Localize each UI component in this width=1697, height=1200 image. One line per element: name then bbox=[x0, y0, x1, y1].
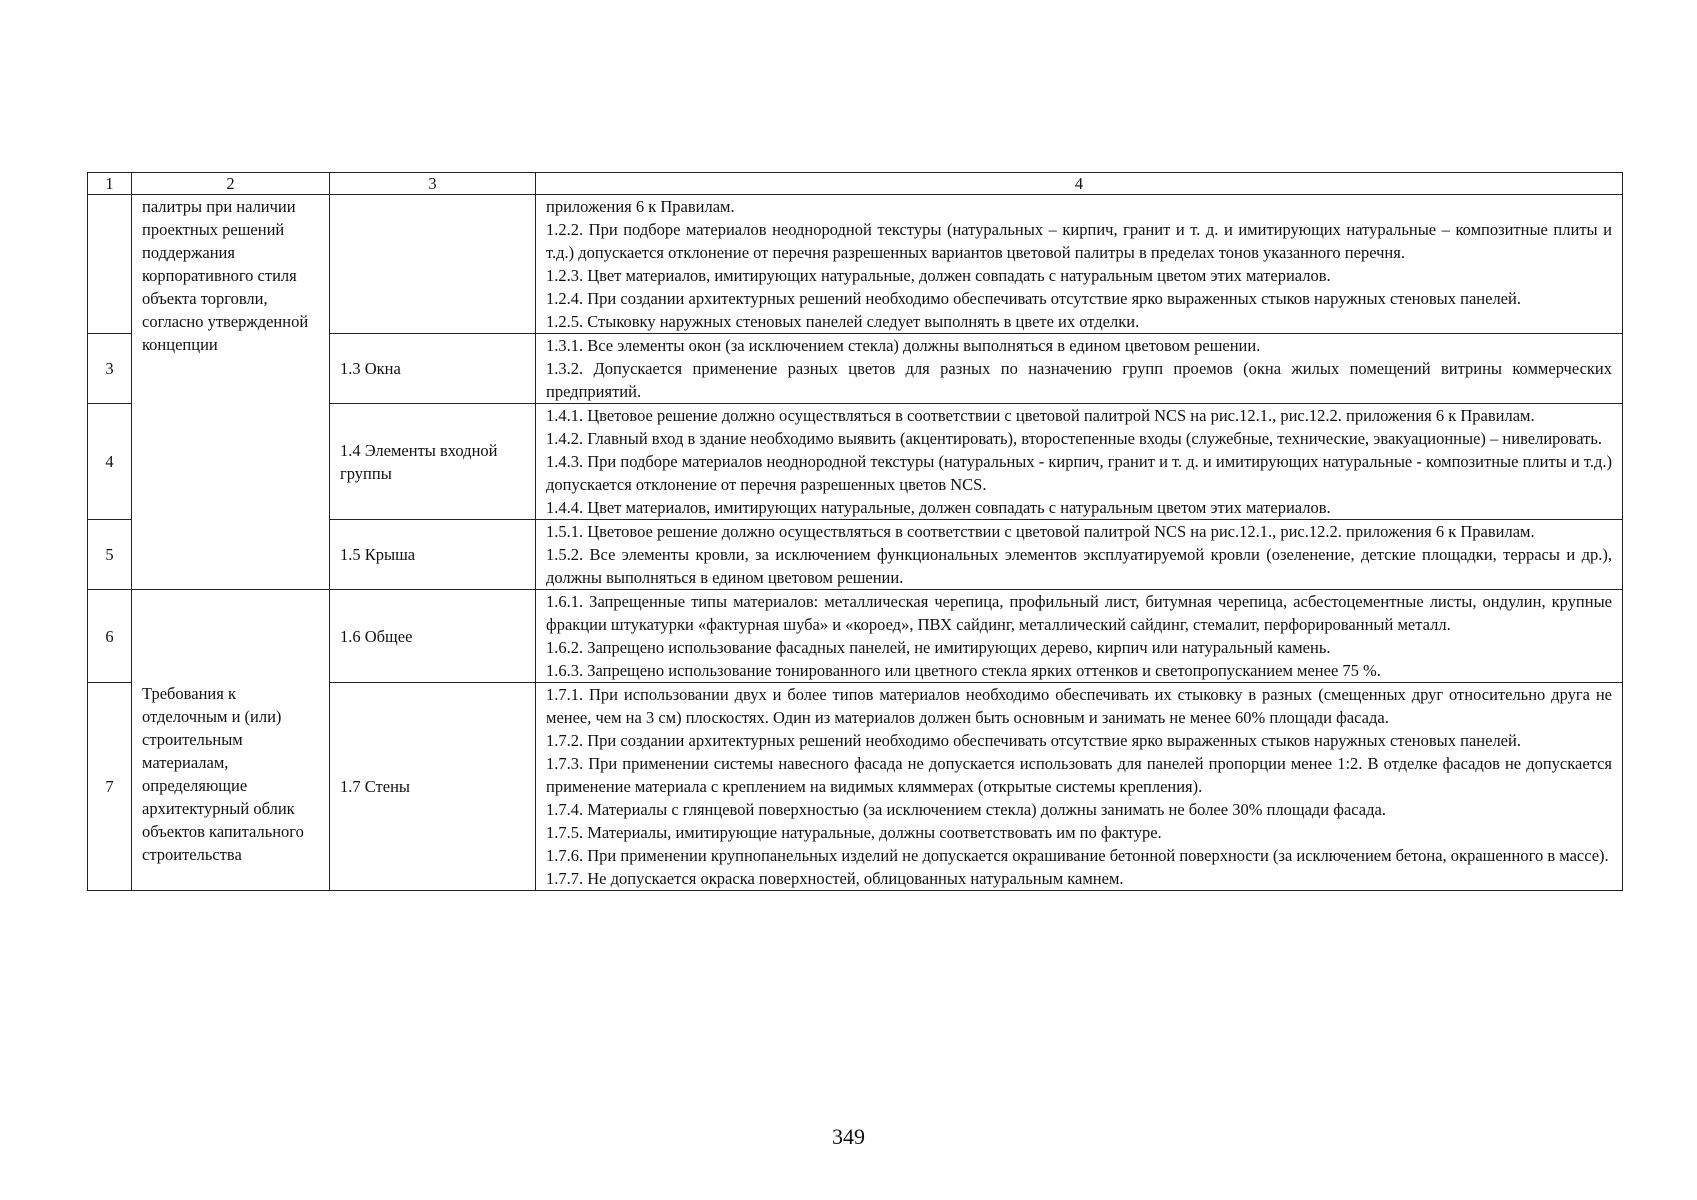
header-cell-4: 4 bbox=[536, 173, 1623, 195]
requirement-item: 1.2.3. Цвет материалов, имитирующих натуральные, должен совпадать с натуральным цветом этих материалов. bbox=[546, 266, 1331, 285]
table-row bbox=[88, 195, 1623, 334]
requirement-item: 1.5.1. Цветовое решение должно осуществляться в соответствии с цветовой палитрой NCS на рис.12.1., рис.12.2. приложения 6 к Правилам. bbox=[546, 522, 1535, 541]
row-number-cell: 3 bbox=[88, 334, 132, 404]
requirement-item: 1.3.2. Допускается применение разных цветов для разных по назначению групп проемов (окна жилых помещений витрины коммерческих предприятий. bbox=[546, 359, 1612, 401]
requirements-cell bbox=[536, 590, 1623, 683]
requirement-item: 1.2.2. При подборе материалов неоднородной текстуры (натуральных – кирпич, гранит и т. д. и имитирующих натуральные – композитные плиты и т.д.) допускается отклонение от перечня разрешенных вариантов цветовой палитры в пределах тонов указанного перечня. bbox=[546, 220, 1612, 262]
requirements-table bbox=[87, 172, 1623, 891]
row-number-cell: 4 bbox=[88, 404, 132, 520]
element-cell bbox=[330, 195, 536, 334]
row-number-cell: 6 bbox=[88, 590, 132, 683]
header-cell-1: 1 bbox=[88, 173, 132, 195]
row-number-cell bbox=[88, 195, 132, 334]
requirements-cell bbox=[536, 334, 1623, 404]
requirement-item: 1.7.5. Материалы, имитирующие натуральные, должны соответствовать им по фактуре. bbox=[546, 823, 1162, 842]
requirements-cell bbox=[536, 404, 1623, 520]
requirements-cell bbox=[536, 195, 1623, 334]
requirement-item: 1.4.4. Цвет материалов, имитирующих натуральные, должен совпадать с натуральным цветом этих материалов. bbox=[546, 498, 1331, 517]
table-row bbox=[88, 590, 1623, 683]
element-cell: 1.6 Общее bbox=[330, 590, 536, 683]
requirement-item: 1.3.1. Все элементы окон (за исключением стекла) должны выполняться в едином цветовом решении. bbox=[546, 336, 1261, 355]
page-number: 349 bbox=[832, 1124, 865, 1149]
requirement-item: 1.6.2. Запрещено использование фасадных панелей, не имитирующих дерево, кирпич или натуральный камень. bbox=[546, 638, 1331, 657]
element-cell: 1.4 Элементы входной группы bbox=[330, 404, 536, 520]
element-cell: 1.5 Крыша bbox=[330, 520, 536, 590]
header-cell-3: 3 bbox=[330, 173, 536, 195]
requirements-cell bbox=[536, 520, 1623, 590]
group-label-cell: Требования к отделочным и (или) строительным материалам, определяющие архитектурный облик объектов капитального строительства bbox=[132, 590, 330, 891]
group-label-cell: палитры при наличии проектных решений поддержания корпоративного стиля объекта торговли, согласно утвержденной концепции bbox=[132, 195, 330, 590]
requirement-item: 1.2.4. При создании архитектурных решений необходимо обеспечивать отсутствие ярко выраженных стыков наружных стеновых панелей. bbox=[546, 289, 1521, 308]
requirement-item: 1.7.4. Материалы с глянцевой поверхностью (за исключением стекла) должны занимать не более 30% площади фасада. bbox=[546, 800, 1386, 819]
requirement-item: 1.4.1. Цветовое решение должно осуществляться в соответствии с цветовой палитрой NCS на рис.12.1., рис.12.2. приложения 6 к Правилам. bbox=[546, 406, 1535, 425]
row-number-cell: 7 bbox=[88, 683, 132, 891]
element-cell: 1.3 Окна bbox=[330, 334, 536, 404]
requirement-item: 1.4.2. Главный вход в здание необходимо выявить (акцентировать), второстепенные входы (служебные, технические, эвакуационные) – нивелировать. bbox=[546, 429, 1602, 448]
requirement-item: 1.5.2. Все элементы кровли, за исключением функциональных элементов эксплуатируемой кровли (озеленение, детские площадки, террасы и др.), должны выполняться в едином цветовом решении. bbox=[546, 545, 1612, 587]
header-cell-2: 2 bbox=[132, 173, 330, 195]
requirement-item: 1.6.3. Запрещено использование тонированного или цветного стекла ярких оттенков и светопропусканием менее 75 %. bbox=[546, 661, 1381, 680]
requirement-item: 1.7.1. При использовании двух и более типов материалов необходимо обеспечивать их стыковку в разных (смещенных друг относительно друга не менее, чем на 3 см) плоскостях. Один из материалов должен быть основным и занимать не менее 60% площади фасада. bbox=[546, 685, 1612, 727]
requirements-cell bbox=[536, 683, 1623, 891]
header-row bbox=[88, 173, 1623, 195]
requirement-item: 1.6.1. Запрещенные типы материалов: металлическая черепица, профильный лист, битумная черепица, асбестоцементные листы, ондулин, крупные фракции штукатурки «фактурная шуба» и «короед», ПВХ сайдинг, металлический сайдинг, стемалит, перфорированный металл. bbox=[546, 592, 1612, 634]
requirement-item: 1.7.2. При создании архитектурных решений необходимо обеспечивать отсутствие ярко выраженных стыков наружных стеновых панелей. bbox=[546, 731, 1521, 750]
row-number-cell: 5 bbox=[88, 520, 132, 590]
requirement-item: 1.4.3. При подборе материалов неоднородной текстуры (натуральных - кирпич, гранит и т. д. и имитирующих натуральные - композитные плиты и т.д.) допускается отклонение от перечня разрешенных цветов NCS. bbox=[546, 452, 1612, 494]
requirement-item: 1.7.3. При применении системы навесного фасада не допускается использовать для панелей пропорции менее 1:2. В отделке фасадов не допускается применение материала с креплением на видимых кляммерах (открытые системы крепления). bbox=[546, 754, 1612, 796]
requirement-item: приложения 6 к Правилам. bbox=[546, 197, 735, 216]
requirement-item: 1.2.5. Стыковку наружных стеновых панелей следует выполнять в цвете их отделки. bbox=[546, 312, 1140, 331]
requirement-item: 1.7.7. Не допускается окраска поверхностей, облицованных натуральным камнем. bbox=[546, 869, 1124, 888]
requirement-item: 1.7.6. При применении крупнопанельных изделий не допускается окрашивание бетонной поверхности (за исключением бетона, окрашенного в массе). bbox=[546, 846, 1609, 865]
element-cell: 1.7 Стены bbox=[330, 683, 536, 891]
